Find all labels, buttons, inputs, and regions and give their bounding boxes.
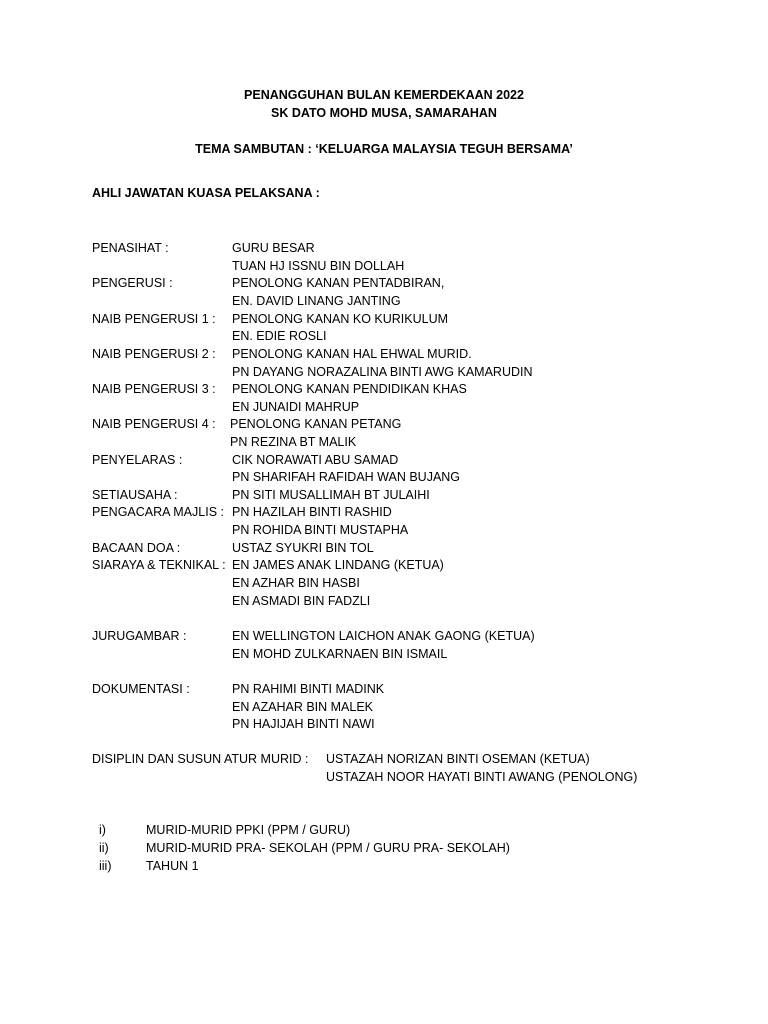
committee-row bbox=[92, 240, 742, 258]
list-number: i) bbox=[99, 823, 106, 837]
role-label: SIARAYA & TEKNIKAL : bbox=[92, 558, 226, 572]
member-name: PN RAHIMI BINTI MADINK bbox=[232, 682, 385, 696]
member-name: PN HAJIJAH BINTI NAWI bbox=[232, 717, 375, 731]
member-name: EN JAMES ANAK LINDANG (KETUA) bbox=[232, 558, 444, 572]
member-name: PENOLONG KANAN PENTADBIRAN, bbox=[232, 276, 445, 290]
committee-row bbox=[92, 628, 742, 646]
member-name: PN REZINA BT MALIK bbox=[230, 435, 357, 449]
member-name: PENOLONG KANAN KO KURIKULUM bbox=[232, 312, 449, 326]
committee-row bbox=[92, 275, 742, 293]
theme-line: TEMA SAMBUTAN : ‘KELUARGA MALAYSIA TEGUH BERSAMA’ bbox=[195, 142, 573, 156]
role-label: BACAAN DOA : bbox=[92, 541, 181, 555]
committee-heading: AHLI JAWATAN KUASA PELAKSANA : bbox=[92, 186, 320, 200]
role-label: NAIB PENGERUSI 1 : bbox=[92, 312, 216, 326]
role-label: NAIB PENGERUSI 2 : bbox=[92, 347, 216, 361]
member-name: USTAZAH NOOR HAYATI BINTI AWANG (PENOLONG) bbox=[326, 770, 638, 784]
committee-row bbox=[92, 646, 742, 664]
member-name: EN MOHD ZULKARNAEN BIN ISMAIL bbox=[232, 647, 448, 661]
member-name: USTAZAH NORIZAN BINTI OSEMAN (KETUA) bbox=[326, 752, 590, 766]
committee-row bbox=[92, 575, 742, 593]
role-label: DOKUMENTASI : bbox=[92, 682, 190, 696]
committee-row bbox=[92, 469, 742, 487]
member-name: PN SITI MUSALLIMAH BT JULAIHI bbox=[232, 488, 430, 502]
committee-row bbox=[92, 258, 742, 276]
member-name: PENOLONG KANAN HAL EHWAL MURID. bbox=[232, 347, 472, 361]
committee-row bbox=[92, 769, 742, 787]
role-label: DISIPLIN DAN SUSUN ATUR MURID : bbox=[92, 752, 309, 766]
member-name: PENOLONG KANAN PETANG bbox=[230, 417, 402, 431]
member-name: PN ROHIDA BINTI MUSTAPHA bbox=[232, 523, 409, 537]
list-text: TAHUN 1 bbox=[146, 859, 199, 873]
role-label: PENYELARAS : bbox=[92, 453, 183, 467]
role-label: PENASIHAT : bbox=[92, 241, 169, 255]
committee-row bbox=[92, 328, 742, 346]
committee-row bbox=[92, 346, 742, 364]
role-label: PENGERUSI : bbox=[92, 276, 173, 290]
member-name: EN AZHAR BIN HASBI bbox=[232, 576, 360, 590]
member-name: EN AZAHAR BIN MALEK bbox=[232, 700, 374, 714]
list-number: iii) bbox=[99, 859, 112, 873]
role-label: NAIB PENGERUSI 4 : bbox=[92, 417, 216, 431]
committee-row bbox=[92, 416, 742, 434]
committee-row bbox=[92, 540, 742, 558]
committee-row bbox=[92, 434, 742, 452]
member-name: CIK NORAWATI ABU SAMAD bbox=[232, 453, 399, 467]
member-name: EN. EDIE ROSLI bbox=[232, 329, 327, 343]
member-name: EN WELLINGTON LAICHON ANAK GAONG (KETUA) bbox=[232, 629, 535, 643]
committee-row bbox=[92, 716, 742, 734]
member-name: EN. DAVID LINANG JANTING bbox=[232, 294, 401, 308]
member-name: PN HAZILAH BINTI RASHID bbox=[232, 505, 392, 519]
committee-row bbox=[92, 522, 742, 540]
committee-row bbox=[92, 593, 742, 611]
member-name: GURU BESAR bbox=[232, 241, 315, 255]
list-text: MURID-MURID PRA- SEKOLAH (PPM / GURU PRA- SEKOLAH) bbox=[146, 841, 510, 855]
committee-row bbox=[92, 681, 742, 699]
document-title: PENANGGUHAN BULAN KEMERDEKAAN 2022 bbox=[244, 88, 524, 102]
list-number: ii) bbox=[99, 841, 109, 855]
committee-row bbox=[92, 311, 742, 329]
role-label: SETIAUSAHA : bbox=[92, 488, 178, 502]
committee-row bbox=[92, 293, 742, 311]
member-name: EN JUNAIDI MAHRUP bbox=[232, 400, 360, 414]
member-name: USTAZ SYUKRI BIN TOL bbox=[232, 541, 374, 555]
member-name: PN DAYANG NORAZALINA BINTI AWG KAMARUDIN bbox=[232, 365, 533, 379]
committee-row bbox=[92, 487, 742, 505]
list-text: MURID-MURID PPKI (PPM / GURU) bbox=[146, 823, 351, 837]
committee-row bbox=[92, 381, 742, 399]
role-label: JURUGAMBAR : bbox=[92, 629, 187, 643]
role-label: NAIB PENGERUSI 3 : bbox=[92, 382, 216, 396]
school-name: SK DATO MOHD MUSA, SAMARAHAN bbox=[271, 106, 497, 120]
committee-row bbox=[92, 699, 742, 717]
member-name: PN SHARIFAH RAFIDAH WAN BUJANG bbox=[232, 470, 461, 484]
member-name: EN ASMADI BIN FADZLI bbox=[232, 594, 371, 608]
committee-row bbox=[92, 452, 742, 470]
committee-row bbox=[92, 504, 742, 522]
committee-row bbox=[92, 364, 742, 382]
committee-row bbox=[92, 557, 742, 575]
role-label: PENGACARA MAJLIS : bbox=[92, 505, 224, 519]
committee-row bbox=[92, 751, 742, 769]
member-name: PENOLONG KANAN PENDIDIKAN KHAS bbox=[232, 382, 467, 396]
committee-row bbox=[92, 399, 742, 417]
member-name: TUAN HJ ISSNU BIN DOLLAH bbox=[232, 259, 405, 273]
